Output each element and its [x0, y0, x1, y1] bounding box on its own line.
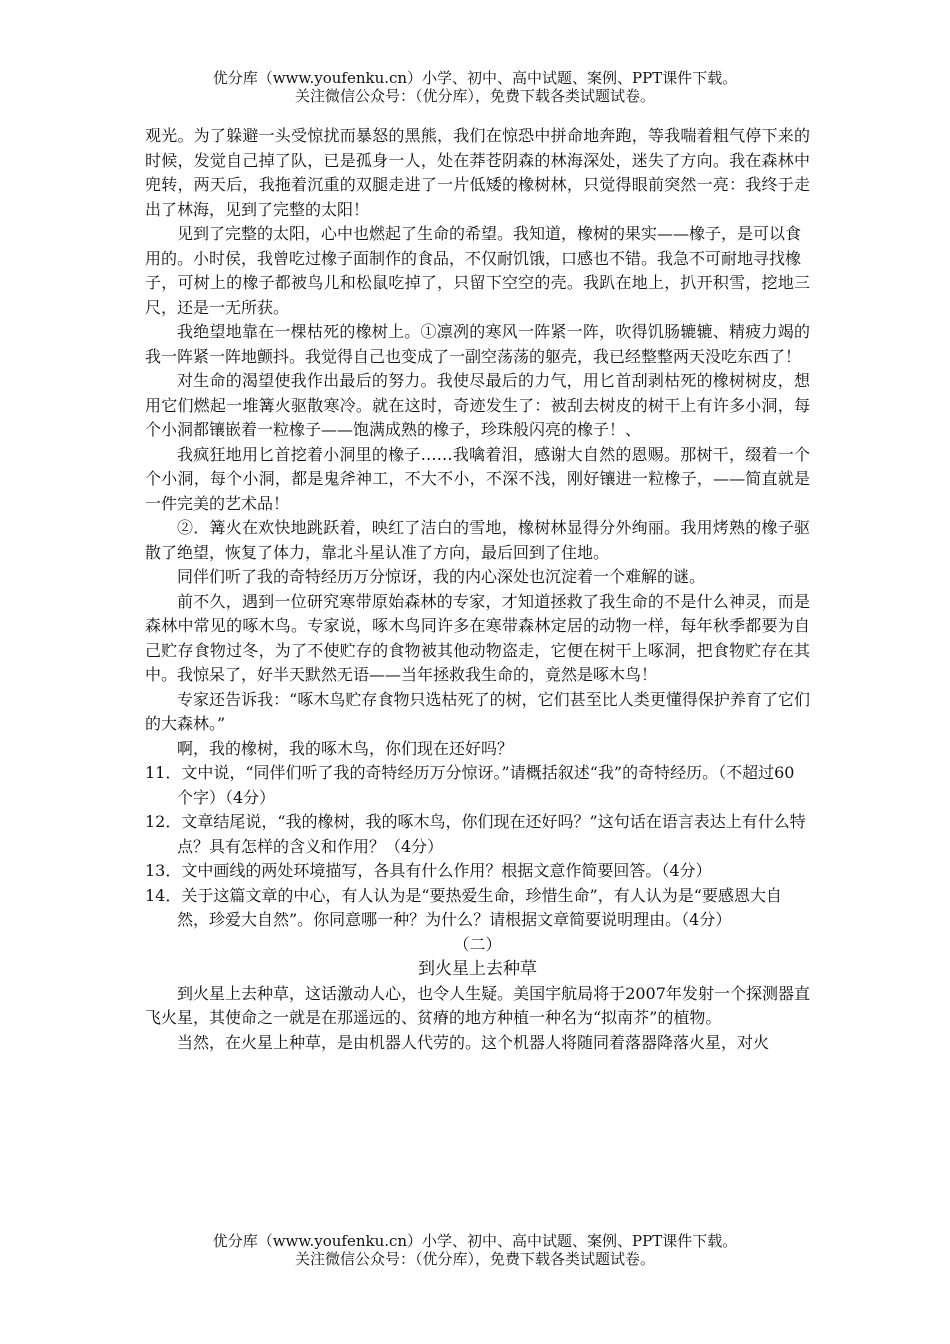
question-11-line-1: 11．文中说，“同伴们听了我的奇特经历万分惊讶。”请概括叙述“我”的奇特经历。（不超过60 [145, 763, 795, 782]
paragraph: 到火星上去种草，这话激动人心，也令人生疑。美国宇航局将于2007年发射一个探测器直飞火星，其使命之一就是在那遥远的、贫瘠的地方种植一种名为“拟南芥”的植物。 [145, 983, 810, 1027]
paragraph: 前不久，遇到一位研究寒带原始森林的专家，才知道拯救了我生命的不是什么神灵，而是森林中常见的啄木鸟。专家说，啄木鸟同许多在寒带森林定居的动物一样，每年秋季都要为自己贮存食物过冬，为了不使贮存的食物被其他动物盗走，它便在树干上啄洞，把食物贮存在其中。我惊呆了，好半天默然无语——当年拯救我生命的，竟然是啄木鸟！ [145, 591, 810, 684]
header-line-1: 优分库（www.youfenku.cn）小学、初中、高中试题、案例、PPT课件下载。 [212, 69, 738, 87]
section-title: 到火星上去种草 [418, 959, 537, 979]
paragraph: 专家还告诉我：“啄木鸟贮存食物只选枯死了的树，它们甚至比人类更懂得保护养育了它们的大森林。” [145, 689, 810, 733]
page-header [0, 69, 950, 105]
paragraph: 啊，我的橡树，我的啄木鸟，你们现在还好吗？ [177, 738, 514, 758]
document-body [145, 124, 810, 1055]
paragraph: 我绝望地靠在一棵枯死的橡树上。①凛冽的寒风一阵紧一阵，吹得饥肠辘辘、精疲力竭的我一阵紧一阵地颤抖。我觉得自己也变成了一副空荡荡的躯壳，我已经整整两天没吃东西了！ [145, 322, 810, 366]
paragraph: 子，可树上的橡子都被鸟儿和松鼠吃掉了，只留下空空的壳。我趴在地上，扒开积雪，挖地三尺，还是一无所获。 [145, 273, 810, 317]
question-11-line-2: 个字）（4分） [177, 787, 276, 807]
paragraph: ②．篝火在欢快地跳跃着，映红了洁白的雪地，橡树林显得分外绚丽。我用烤熟的橡子驱散了绝望，恢复了体力，靠北斗星认准了方向，最后回到了住地。 [145, 518, 810, 562]
header-line-2: 关注微信公众号：（优分库），免费下载各类试题试卷。 [294, 87, 655, 105]
page-footer [0, 1232, 950, 1268]
question-14: 14．关于这篇文章的中心，有人认为是“要热爱生命，珍惜生命”，有人认为是“要感恩大自然，珍爱大自然”。你同意哪一种？为什么？请根据文章简要说明理由。（4分） [145, 885, 782, 929]
paragraph: 用的。小时侯，我曾吃过橡子面制作的食品，不仅耐饥饿，口感也不错。我急不可耐地寻找橡 [145, 248, 802, 268]
paragraph: 见到了完整的太阳，心中也燃起了生命的希望。我知道，橡树的果实——橡子，是可以食 [177, 224, 802, 243]
paragraph: 对生命的渴望使我作出最后的努力。我使尽最后的力气，用匕首刮剥枯死的橡树树皮，想用它们燃起一堆篝火驱散寒冷。就在这时，奇迹发生了：被刮去树皮的树干上有许多小洞，每个小洞都镶嵌着一粒橡子——饱满成熟的橡子，珍珠般闪亮的橡子！、 [145, 371, 810, 439]
paragraph: 我疯狂地用匕首挖着小洞里的橡子……我噙着泪，感谢大自然的恩赐。那树干，缀着一个个小洞，每个小洞，都是鬼斧神工，不大不小，不深不浅，刚好镶进一粒橡子，——简直就是一件完美的艺术品！ [145, 444, 810, 513]
paragraph: 当然，在火星上种草，是由机器人代劳的。这个机器人将随同着落器降落火星，对火 [177, 1032, 770, 1052]
footer-line-1: 优分库（www.youfenku.cn）小学、初中、高中试题、案例、PPT课件下载。 [212, 1232, 738, 1250]
section-label: （二） [453, 934, 502, 954]
question-12-line-2: 点？具有怎样的含义和作用？（4分） [177, 836, 444, 856]
question-12-line-1: 12．文章结尾说，“我的橡树，我的啄木鸟，你们现在还好吗？”这句话在语言表达上有什么特 [145, 812, 806, 831]
footer-line-2: 关注微信公众号：（优分库），免费下载各类试题试卷。 [294, 1250, 655, 1268]
paragraph: 观光。为了躲避一头受惊扰而暴怒的黑熊，我们在惊恐中拼命地奔跑，等我喘着粗气停下来的时候，发觉自己掉了队，已是孤身一人，处在莽苍阴森的林海深处，迷失了方向。我在森林中兜转，两天后，我拖着沉重的双腿走进了一片低矮的橡树林，只觉得眼前突然一亮：我终于走出了林海，见到了完整的太阳！ [145, 126, 810, 219]
question-13: 13．文中画线的两处环境描写，各具有什么作用？根据文意作简要回答。（4分） [145, 861, 712, 880]
paragraph: 同伴们听了我的奇特经历万分惊讶，我的内心深处也沉淀着一个难解的谜。 [177, 567, 706, 586]
